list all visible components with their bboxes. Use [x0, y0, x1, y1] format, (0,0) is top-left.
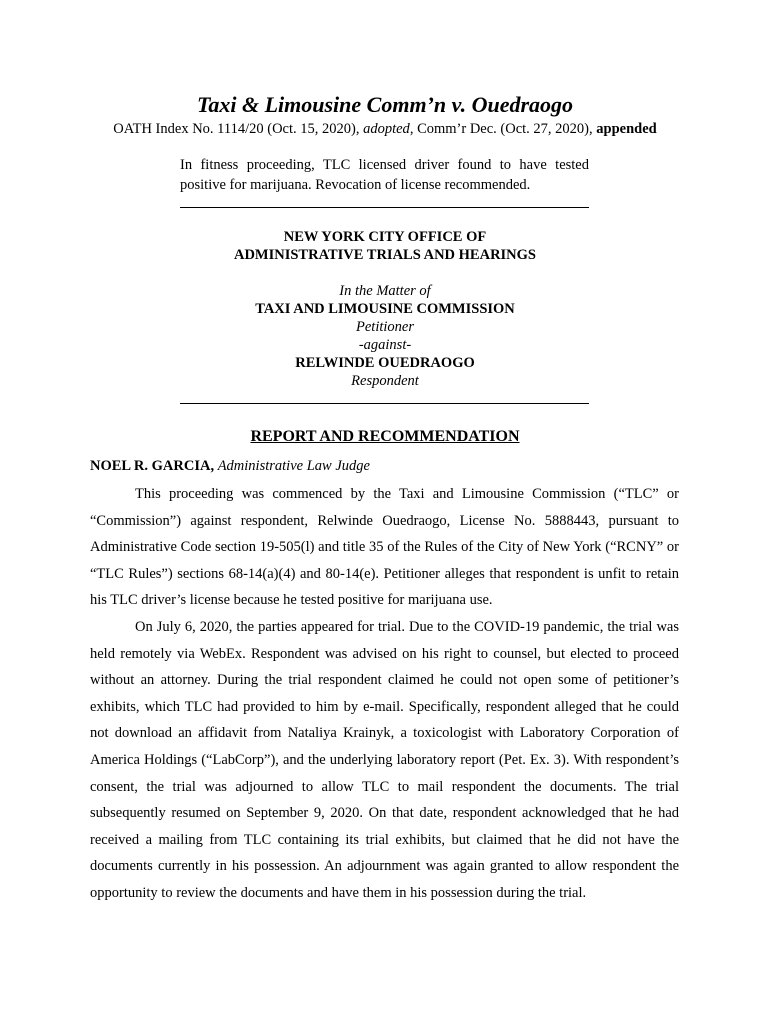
petitioner-role: Petitioner [356, 319, 414, 335]
divider-top [180, 207, 589, 208]
organization-line-2: ADMINISTRATIVE TRIALS AND HEARINGS [233, 247, 536, 263]
judge-name: NOEL R. GARCIA, [90, 458, 215, 474]
report-body [90, 481, 679, 907]
citation-appended: appended [596, 121, 657, 137]
petitioner-name: TAXI AND LIMOUSINE COMMISSION [255, 301, 515, 317]
respondent-name: RELWINDE OUEDRAOGO [295, 355, 475, 371]
citation-middle: , Comm’r Dec. (Oct. 27, 2020), [409, 121, 597, 137]
paragraph: This proceeding was commenced by the Taxi and Limousine Commission (“TLC” or “Commission”) against respondent, Relwinde Ouedraogo, License No. 5888443, pursuant to Administrative Code section 19-505(l) and title 35 of the Rules of the City of New York (“RCNY” or “TLC Rules”) sections 68-14(a)(4) and 80-14(e). Petitioner alleges that respondent is unfit to retain his TLC driver’s license because he tested positive for marijuana use. [90, 486, 679, 609]
case-summary: In fitness proceeding, TLC licensed driver found to have tested positive for marijuana. Revocation of license recommended. [180, 157, 589, 193]
organization-line-1: NEW YORK CITY OFFICE OF [283, 229, 487, 245]
citation-adopted: adopted [363, 121, 410, 137]
case-caption [0, 282, 770, 390]
paragraph: On July 6, 2020, the parties appeared for trial. Due to the COVID-19 pandemic, the trial was held remotely via WebEx. Respondent was advised on his right to counsel, but elected to proceed without an attorney. During the trial respondent claimed he could not open some of petitioner’s exhibits, which TLC had provided to him by e-mail. Specifically, respondent alleged that he could not download an affidavit from Nataliya Krainyk, a toxicologist with Laboratory Corporation of America Holdings (“LabCorp”), and the underlying laboratory report (Pet. Ex. 3). With respondent’s consent, the trial was adjourned to allow TLC to mail respondent the documents. The trial subsequently resumed on September 9, 2020. On that date, respondent acknowledged that he had received a mailing from TLC containing its trial exhibits, but claimed that he did not have the documents currently in his possession. An adjournment was again granted to allow respondent the opportunity to review the documents and have them in his possession during the trial. [90, 618, 679, 901]
judge-title: Administrative Law Judge [217, 458, 370, 474]
organization-name [0, 228, 770, 264]
citation-prefix: OATH Index No. 1114/20 (Oct. 15, 2020), [113, 121, 364, 137]
in-the-matter: In the Matter of [339, 283, 431, 299]
case-title: Taxi & Limousine Comm’n v. Ouedraogo [196, 92, 574, 117]
case-citation [0, 121, 770, 138]
divider-bottom [180, 403, 589, 404]
against-label: -against- [358, 337, 412, 353]
report-heading: REPORT AND RECOMMENDATION [250, 428, 520, 445]
respondent-role: Respondent [351, 373, 419, 389]
judge-line [90, 458, 370, 475]
